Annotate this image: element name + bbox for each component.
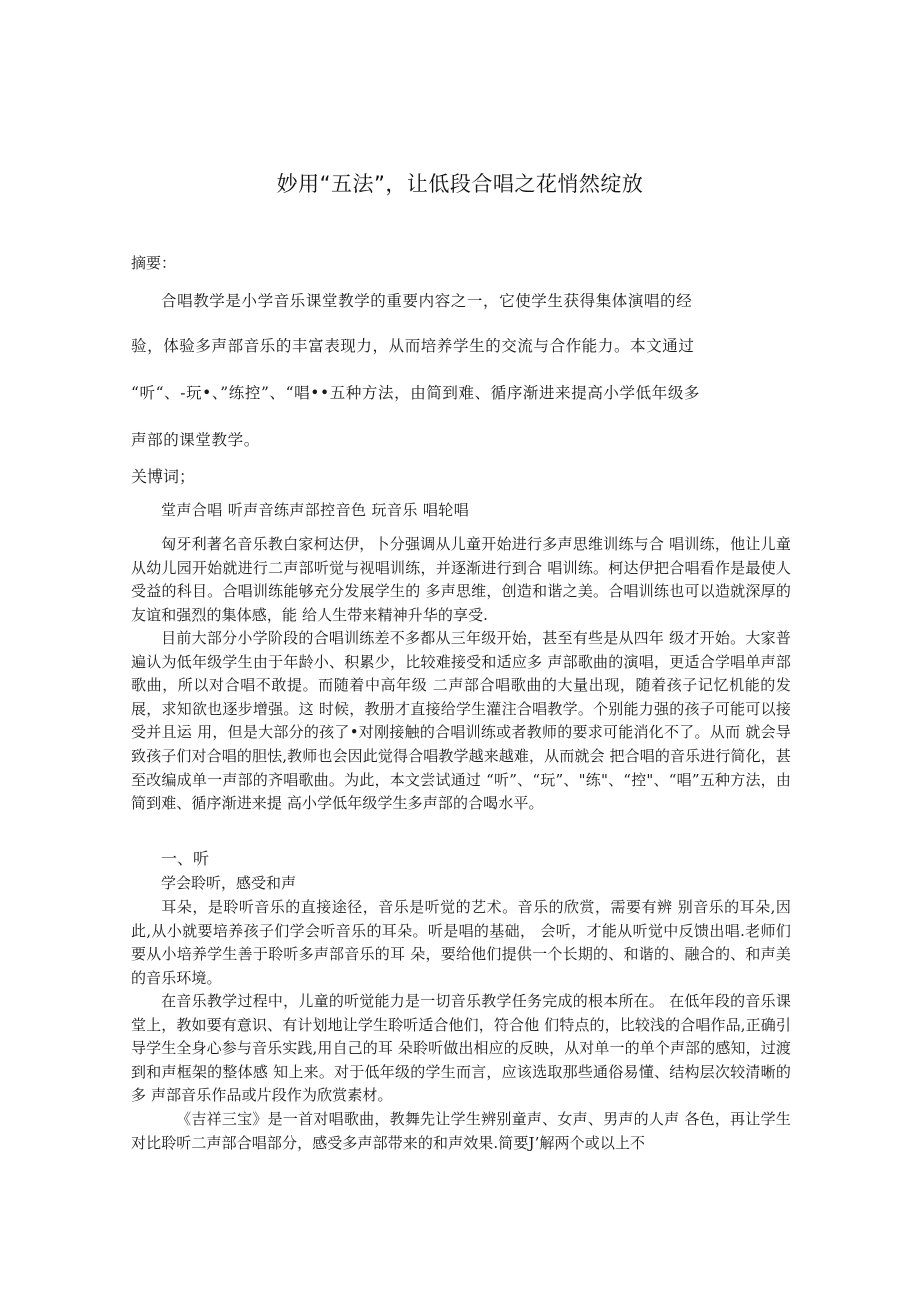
abstract-line: 合唱教学是小学音乐课堂教学的重要内容之一，它使学生获得集体演唱的经 (161, 292, 693, 310)
body-paragraph-teaching-process (131, 990, 791, 1108)
keywords-label: 关博词； (131, 467, 196, 486)
body-paragraph-listening (131, 896, 791, 990)
body-paragraph-current-status (131, 627, 791, 816)
paragraph-text: 目前大部分小学阶段的合唱训练差不多都从三年级开始，甚至有些是从四年 级才开始。大家普遍认为低年级学生由于年龄小、积累少，比较难接受和适应多 声部歌曲的演唱，更适合学唱单声部歌曲，所以对合唱不敢提。而随着中高年级 二声部合唱歌曲的大量出现，随着孩子记忆机能的发展，求知欲也逐步增强。这 时候，教册才直接给学生灌注合唱教学。个别能力强的孩子可能可以接受并且运 用，但是大部分的孩了•对刚接触的合唱训练或者教师的要求可能消化不了。从而 就会导致孩子们对合唱的胆怯,教师也会因此觉得合唱教学越来越难，从而就会 把合唱的音乐进行简化，甚至改编成单一声部的齐唱歌曲。为此，本文尝试通过 “听”、“玩”、"练"、“控"、“唱”五种方法，由简到难、循序渐进来提 高小学低年级学生多声部的合喝水平。 (131, 629, 791, 813)
keywords-list: 堂声合唱 听声音练声部控音色 玩音乐 唱轮唱 (161, 501, 470, 519)
paragraph-text: 在音乐教学过程中，儿童的听觉能力是一切音乐教学任务完成的根本所在。 在低年段的音乐课堂上，教如要有意识、有计划地让学生聆听适合他们，符合他 们特点的，比较浅的合唱作品,正确引导学生全身心参与音乐实践,用自己的耳 朵聆听做出相应的反映，从对单一的单个声部的感知，过渡到和声框架的整体感 知上来。对于低年级的学生而言，应该选取那些通俗易懂、结构层次较清晰的多 声部音乐作品或片段作为欣赏素材。 (131, 992, 791, 1105)
abstract-line: 声部的课堂教学。 (131, 431, 260, 449)
document-title: 妙用“五法”，让低段合唱之花悄然绽放 (276, 172, 644, 196)
abstract-line: “听“、-玩•、”练控”、“唱••五种方法，由简到难、循序渐进来提高小学低年级多 (131, 384, 701, 402)
abstract-line: 验，体验多声部音乐的丰富表现力，从而培养学生的交流与合作能力。本文通过 (131, 337, 695, 355)
abstract-label: 摘要： (131, 254, 177, 272)
body-paragraph-example-song (131, 1108, 791, 1155)
body-paragraph-intro (131, 533, 791, 627)
section-heading: 一、听 (161, 849, 210, 868)
paragraph-text: 耳朵，是聆听音乐的直接途径，音乐是听觉的艺术。音乐的欣赏，需要有辨 别音乐的耳朵,因此,从小就要培养孩子们学会听音乐的耳朵。听是唱的基础， 会听，才能从听觉中反馈出唱.老师们要从小培养学生善于聆听多声部音乐的耳 朵，要给他们提供一个长期的、和谐的、融合的、和声美的音乐环境。 (131, 898, 791, 987)
paragraph-text: 匈牙利著名音乐教白家柯达伊，卜分强调从儿童开始进行多声思维训练与合 唱训练，他让儿童从幼儿园开始就进行二声部听觉与视唱训练，并逐渐进行到合 唱训练。柯达伊把合唱看作是最使人受益的科目。合唱训练能够充分发展学生的 多声思维，创造和谐之美。合唱训练也可以造就深厚的友谊和强烈的集体感，能 给人生带来精神升华的享受. (131, 535, 791, 624)
paragraph-text: 《吉祥三宝》是一首对唱歌曲，教舞先让学生辨别童声、女声、男声的人声 各色，再让学生对比聆听二声部合唱部分，感受多声部带来的和声效果.简要J’解两个或以上不 (131, 1110, 791, 1152)
section-subheading: 学会聆听，感受和声 (161, 874, 297, 892)
